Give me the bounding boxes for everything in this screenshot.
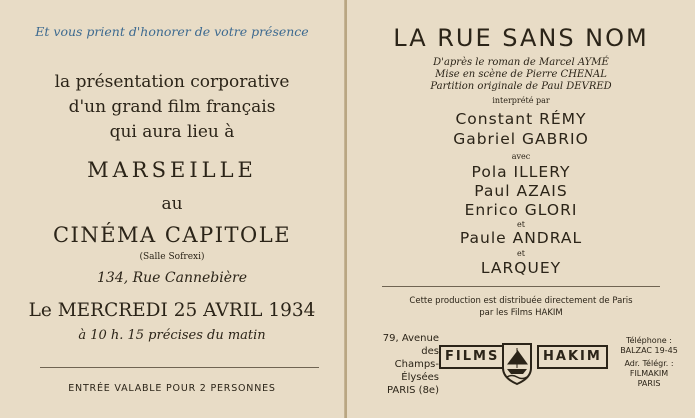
cinema-name: CINÉMA CAPITOLE [52,223,292,247]
et-label-1: et [517,220,525,229]
address-line: 79, Avenue [382,333,439,344]
right-page [347,0,695,418]
film-line: d'un grand film français [68,97,276,117]
event-date: Le MERCREDI 25 AVRIL 1934 [28,300,316,321]
distribution-company: par les Films HAKIM [479,308,563,318]
salle-name: (Salle Sofrexi) [139,252,205,262]
divider [40,367,319,368]
interprete-label: interprété par [492,96,550,105]
cast-remy: Constant RÉMY [455,110,587,128]
company-contacts [609,336,689,389]
address-line: des Champs- [394,346,439,370]
city-name: MARSEILLE [87,158,257,182]
cast-gabrio: Gabriel GABRIO [453,130,589,148]
telegram-address: FILMAKIM [629,369,669,378]
cast-azais: Paul AZAIS [474,182,568,200]
avec-label: avec [511,152,531,161]
music-credit: Partition originale de Paul DEVRED [430,81,612,92]
address-line: PARIS (8e) [387,385,439,396]
location-line: qui aura lieu à [109,122,235,142]
cinema-address: 134, Rue Cannebière [97,270,247,286]
ship-emblem-icon [499,338,535,386]
phone-label: Téléphone : [626,336,672,345]
address-line: Élysées [401,372,439,383]
distribution-note: Cette production est distribuée directement de Paris [409,296,633,306]
cast-illery: Pola ILLERY [471,163,571,181]
director-credit: Mise en scène de Pierre CHENAL [435,69,607,80]
entry-note: ENTRÉE VALABLE POUR 2 PERSONNES [68,383,276,394]
au-text: au [161,194,183,214]
novel-credit: D'après le roman de Marcel AYMÉ [433,57,609,68]
left-page [0,0,345,418]
logo-word-hakim: HAKIM [537,345,608,369]
et-label-2: et [517,249,525,258]
cast-glori: Enrico GLORI [464,201,578,219]
cast-larquey: LARQUEY [480,259,562,277]
film-title: LA RUE SANS NOM [393,24,649,52]
telegram-city: PARIS [637,379,661,388]
phone-number: BALZAC 19-45 [620,346,678,355]
cast-andral: Paule ANDRAL [459,229,583,247]
presentation-line: la présentation corporative [54,72,290,92]
company-address [377,332,439,397]
telegram-label: Adr. Télégr. : [624,359,674,368]
divider [382,286,660,287]
invitation-intro: Et vous prient d'honorer de votre présence [35,24,309,39]
event-time: à 10 h. 15 précises du matin [78,328,266,343]
logo-word-films: FILMS [439,345,505,369]
films-hakim-logo [439,338,602,386]
